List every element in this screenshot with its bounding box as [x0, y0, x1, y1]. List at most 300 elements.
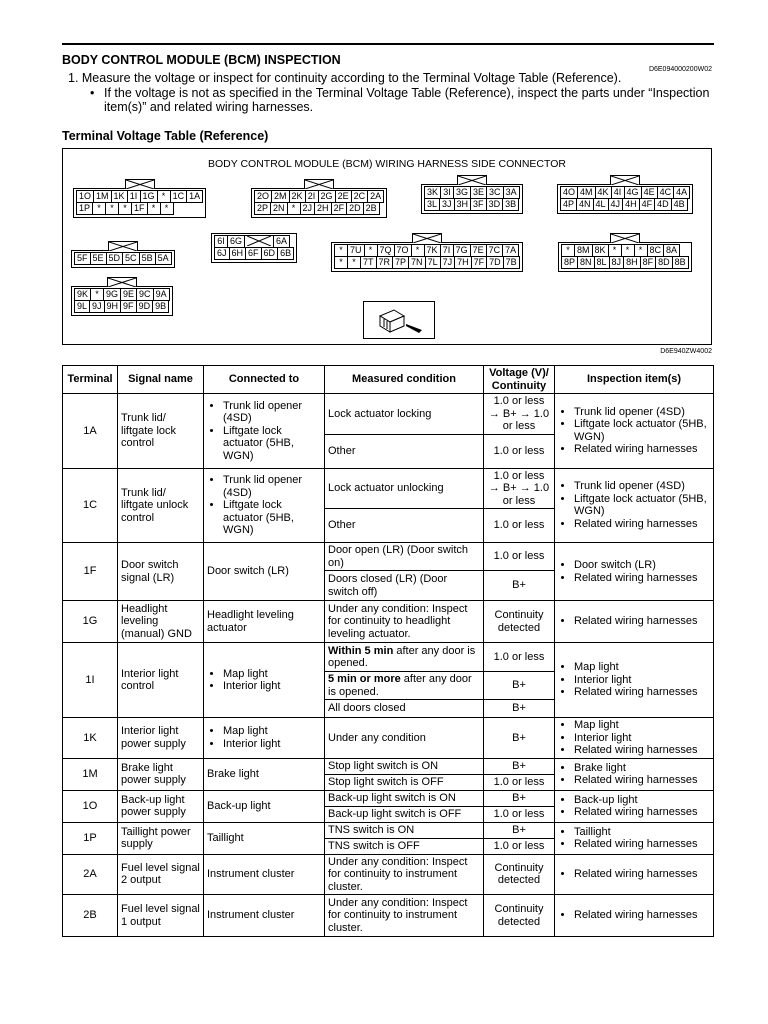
- pin-cell: 7H: [454, 256, 472, 269]
- measured-condition-cell: All doors closed: [325, 700, 484, 718]
- terminal-cell: 1I: [63, 643, 118, 718]
- pin-cell: *: [118, 202, 132, 215]
- terminal-cell: 1G: [63, 601, 118, 643]
- inspection-items-cell: [555, 718, 714, 759]
- list-item: • Back-up light: [574, 794, 710, 807]
- terminal-voltage-table: [62, 365, 714, 937]
- pin-cell: 1G: [140, 190, 158, 203]
- table-row: [63, 394, 714, 435]
- pin-cell: 7J: [440, 256, 456, 269]
- measured-condition-cell: TNS switch is OFF: [325, 838, 484, 854]
- measured-condition-cell: Back-up light switch is ON: [325, 790, 484, 806]
- connector-5: [71, 241, 175, 268]
- pin-cell: *: [334, 244, 348, 257]
- pin-cell: *: [160, 202, 174, 215]
- condition-text: after any door is opened.: [328, 673, 472, 698]
- connector-9: [71, 277, 173, 316]
- voltage-cell: 1.0 or less → B+ → 1.0 or less: [484, 468, 555, 509]
- connector-latch-icon: [610, 233, 640, 243]
- pin-cell: 7N: [408, 256, 426, 269]
- pin-cell: 4O: [560, 186, 578, 199]
- voltage-cell: B+: [484, 672, 555, 700]
- procedure-step: [68, 71, 718, 115]
- connector-diagram: [62, 148, 712, 345]
- signal-name-cell: Interior light control: [118, 643, 204, 718]
- pin-cell: 4D: [654, 198, 672, 211]
- voltage-cell: B+: [484, 758, 555, 774]
- pin-cell: 8F: [640, 256, 657, 269]
- pin-cell: 9B: [152, 300, 169, 313]
- connector-4: [557, 175, 693, 214]
- terminal-cell: 1C: [63, 468, 118, 543]
- step-bullet: • If the voltage is not as specified in the Terminal Voltage Table (Reference), inspect the parts under “Inspection item(s)” and related wiring harnesses.: [90, 86, 718, 115]
- table-row: [63, 854, 714, 895]
- inspection-list: [558, 868, 710, 881]
- pin-cell: 7C: [486, 244, 504, 257]
- terminal-cell: 2A: [63, 854, 118, 895]
- pin-cell: 9G: [103, 288, 121, 301]
- pin-cell: 1K: [111, 190, 128, 203]
- pin-cell: 4A: [673, 186, 690, 199]
- voltage-cell: B+: [484, 822, 555, 838]
- pin-cell: 5D: [106, 252, 124, 265]
- voltage-cell: B+: [484, 571, 555, 601]
- pin-cell: 6F: [245, 247, 262, 260]
- signal-name-cell: Brake light power supply: [118, 758, 204, 790]
- list-item: • Map light: [223, 668, 321, 681]
- measured-condition-cell: [325, 643, 484, 672]
- voltage-cell: 1.0 or less: [484, 838, 555, 854]
- pin-cell: 7E: [470, 244, 487, 257]
- connected-to-cell: Instrument cluster: [204, 854, 325, 895]
- signal-name-cell: Fuel level signal 2 output: [118, 854, 204, 895]
- inspection-items-cell: [555, 394, 714, 469]
- list-item: • Liftgate lock actuator (5HB, WGN): [223, 425, 321, 463]
- terminal-cell: 1F: [63, 543, 118, 601]
- table-row: [63, 718, 714, 759]
- table-row: [63, 822, 714, 838]
- pin-cell: 7R: [376, 256, 394, 269]
- pin-cell: 9A: [153, 288, 170, 301]
- pin-cell: 8A: [663, 244, 680, 257]
- header-terminal: Terminal: [63, 366, 118, 394]
- pin-cell: 8B: [672, 256, 689, 269]
- connected-to-cell: Brake light: [204, 758, 325, 790]
- connector-latch-icon: [304, 179, 334, 189]
- connected-to-cell: [204, 718, 325, 759]
- pin-cell: 6B: [277, 247, 294, 260]
- pin-cell: 2E: [335, 190, 352, 203]
- terminal-cell: 1M: [63, 758, 118, 790]
- pin-cell: 8P: [561, 256, 578, 269]
- pin-cell: 5F: [74, 252, 91, 265]
- pin-cell: 3A: [503, 186, 520, 199]
- connector-2: [251, 179, 387, 218]
- condition-emphasis: Within 5 min: [328, 644, 394, 657]
- voltage-cell: 1.0 or less: [484, 434, 555, 468]
- pin-cell: 4K: [595, 186, 612, 199]
- measured-condition-cell: Under any condition: Inspect for continuity to instrument cluster.: [325, 895, 484, 937]
- pin-cell: 5B: [139, 252, 156, 265]
- pin-cell: 8D: [655, 256, 673, 269]
- pin-cell: 8K: [592, 244, 609, 257]
- inspection-items-cell: [555, 543, 714, 601]
- measured-condition-cell: Stop light switch is ON: [325, 758, 484, 774]
- header-connected-to: Connected to: [204, 366, 325, 394]
- inspection-items-cell: [555, 895, 714, 937]
- pin-cell: 7T: [360, 256, 377, 269]
- pin-cell: 4I: [611, 186, 625, 199]
- connected-list: [207, 725, 321, 750]
- inspection-items-cell: [555, 854, 714, 895]
- table-row: [63, 643, 714, 672]
- header-measured-condition: Measured condition: [325, 366, 484, 394]
- measured-condition-cell: Under any condition: Inspect for continuity to instrument cluster.: [325, 854, 484, 895]
- pin-cell: 9K: [74, 288, 91, 301]
- pin-cell: 2G: [318, 190, 336, 203]
- inspection-items-cell: [555, 790, 714, 822]
- pin-cell: 9J: [89, 300, 105, 313]
- inspection-items-cell: [555, 758, 714, 790]
- pin-cell: 1P: [76, 202, 93, 215]
- pin-cell: 2J: [300, 202, 316, 215]
- connector-6: [211, 233, 297, 263]
- terminal-cell: 1O: [63, 790, 118, 822]
- pin-cell: 7F: [471, 256, 488, 269]
- measured-condition-cell: Lock actuator unlocking: [325, 468, 484, 509]
- pin-cell: 4C: [657, 186, 675, 199]
- pin-cell: 5C: [122, 252, 140, 265]
- voltage-cell: Continuity detected: [484, 854, 555, 895]
- doc-id: D6E094000200W02: [648, 66, 712, 73]
- pin-cell: 2F: [331, 202, 348, 215]
- pin-cell: 4L: [593, 198, 609, 211]
- header-inspection-items: Inspection item(s): [555, 366, 714, 394]
- signal-name-cell: Back-up light power supply: [118, 790, 204, 822]
- table-row: [63, 601, 714, 643]
- inspection-items-cell: [555, 822, 714, 854]
- pin-cell: 6G: [227, 235, 245, 248]
- pin-cell: 6D: [261, 247, 279, 260]
- connected-list: [207, 668, 321, 693]
- list-item: • Liftgate lock actuator (5HB, WGN): [574, 418, 710, 443]
- pin-cell: *: [347, 256, 361, 269]
- pin-cell: 3B: [502, 198, 519, 211]
- list-item: • Trunk lid opener (4SD): [223, 474, 321, 499]
- connected-to-cell: Headlight leveling actuator: [204, 601, 325, 643]
- inspection-list: [558, 909, 710, 922]
- connector-latch-icon: [125, 179, 155, 189]
- pin-cell: 3G: [453, 186, 471, 199]
- pin-cell: 6A: [273, 235, 290, 248]
- pin-cell: 1M: [93, 190, 112, 203]
- inspection-list: [558, 826, 710, 851]
- voltage-cell: B+: [484, 700, 555, 718]
- pin-cell: 2C: [351, 190, 369, 203]
- list-item: • Interior light: [574, 732, 710, 745]
- signal-name-cell: Taillight power supply: [118, 822, 204, 854]
- pin-cell: 8H: [623, 256, 641, 269]
- connector-latch-icon: [107, 277, 137, 287]
- pin-cell: 9D: [136, 300, 154, 313]
- measured-condition-cell: Other: [325, 434, 484, 468]
- voltage-cell: 1.0 or less: [484, 806, 555, 822]
- list-item: • Related wiring harnesses: [574, 518, 710, 531]
- pin-cell: 6J: [214, 247, 230, 260]
- connector-latch-icon: [457, 175, 487, 185]
- inspection-items-cell: [555, 643, 714, 718]
- terminal-cell: 1P: [63, 822, 118, 854]
- signal-name-cell: Fuel level signal 1 output: [118, 895, 204, 937]
- list-item: • Related wiring harnesses: [574, 615, 710, 628]
- pin-cell: 3J: [439, 198, 455, 211]
- pin-cell: *: [608, 244, 622, 257]
- pin-cell: 8L: [594, 256, 610, 269]
- measured-condition-cell: Back-up light switch is OFF: [325, 806, 484, 822]
- pin-cell: 8M: [574, 244, 593, 257]
- measured-condition-cell: Lock actuator locking: [325, 394, 484, 435]
- list-item: • Related wiring harnesses: [574, 774, 710, 787]
- figure-id: D6E940ZW4002: [660, 348, 712, 355]
- pin-cell: *: [634, 244, 648, 257]
- pin-cell: 8N: [577, 256, 595, 269]
- pin-cell: 1C: [170, 190, 188, 203]
- list-item: • Trunk lid opener (4SD): [223, 400, 321, 425]
- inspection-list: [558, 615, 710, 628]
- pin-cell: 4M: [577, 186, 596, 199]
- signal-name-cell: Door switch signal (LR): [118, 543, 204, 601]
- list-item: • Related wiring harnesses: [574, 868, 710, 881]
- list-item: • Trunk lid opener (4SD): [574, 480, 710, 493]
- connected-to-cell: [204, 394, 325, 469]
- step-text: 1. Measure the voltage or inspect for continuity according to the Terminal Voltage Table (Reference).: [68, 71, 622, 85]
- measured-condition-cell: Under any condition: Inspect for continuity to headlight leveling actuator.: [325, 601, 484, 643]
- measured-condition-cell: [325, 672, 484, 700]
- measured-condition-cell: Door open (LR) (Door switch on): [325, 543, 484, 571]
- pin-cell: 7D: [486, 256, 504, 269]
- voltage-cell: B+: [484, 790, 555, 806]
- pin-cell: 2B: [363, 202, 380, 215]
- inspection-items-cell: [555, 468, 714, 543]
- signal-name-cell: Interior light power supply: [118, 718, 204, 759]
- pin-cell: 8C: [647, 244, 665, 257]
- pin-cell: 4N: [576, 198, 594, 211]
- pin-cell: 4P: [560, 198, 577, 211]
- pin-cell: 3I: [440, 186, 454, 199]
- measured-condition-cell: Other: [325, 509, 484, 543]
- pin-cell: 3L: [424, 198, 440, 211]
- pin-cell: 7O: [394, 244, 412, 257]
- inspection-list: [558, 661, 710, 699]
- list-item: • Related wiring harnesses: [574, 443, 710, 456]
- pin-cell: 1F: [131, 202, 148, 215]
- pin-cell: 7I: [440, 244, 454, 257]
- diagram-title: BODY CONTROL MODULE (BCM) WIRING HARNESS SIDE CONNECTOR: [207, 158, 566, 170]
- pin-cell: *: [364, 244, 378, 257]
- condition-text: after any door is opened.: [328, 644, 476, 669]
- voltage-cell: B+: [484, 718, 555, 759]
- list-item: • Interior light: [223, 738, 321, 751]
- pin-cell: 2H: [314, 202, 332, 215]
- header-rule: [62, 43, 714, 45]
- connector-latch-icon: [108, 241, 138, 251]
- pin-cell: 1O: [76, 190, 94, 203]
- connected-to-cell: Taillight: [204, 822, 325, 854]
- pin-cell: 6H: [229, 247, 247, 260]
- list-item: • Related wiring harnesses: [574, 806, 710, 819]
- pin-cell: 4B: [671, 198, 688, 211]
- voltage-cell: Continuity detected: [484, 895, 555, 937]
- pin-cell: 7A: [502, 244, 519, 257]
- pin-cell: 7U: [347, 244, 365, 257]
- pin-cell: 6I: [214, 235, 228, 248]
- pin-cell: *: [287, 202, 301, 215]
- list-item: • Interior light: [574, 674, 710, 687]
- list-item: • Map light: [574, 719, 710, 732]
- pin-cell: 2N: [270, 202, 288, 215]
- pin-cell: 9C: [136, 288, 154, 301]
- pin-cell: 4E: [641, 186, 658, 199]
- table-row: [63, 758, 714, 774]
- list-item: • Related wiring harnesses: [574, 744, 710, 757]
- pin-cell: 1A: [186, 190, 203, 203]
- table-row: [63, 790, 714, 806]
- list-item: • Door switch (LR): [574, 559, 710, 572]
- table-row: [63, 543, 714, 571]
- pin-cell: 4F: [639, 198, 656, 211]
- pin-cell: 3F: [470, 198, 487, 211]
- list-item: • Brake light: [574, 762, 710, 775]
- inspection-list: [558, 719, 710, 757]
- connected-list: [207, 400, 321, 463]
- voltage-cell: 1.0 or less: [484, 509, 555, 543]
- pin-cell: 2A: [367, 190, 384, 203]
- pin-cell: 5A: [155, 252, 172, 265]
- voltage-cell: 1.0 or less: [484, 774, 555, 790]
- pin-cell: *: [411, 244, 425, 257]
- connected-to-cell: Instrument cluster: [204, 895, 325, 937]
- measured-condition-cell: TNS switch is ON: [325, 822, 484, 838]
- pin-cell: *: [105, 202, 119, 215]
- pin-cell: 9H: [104, 300, 122, 313]
- signal-name-cell: Headlight leveling (manual) GND: [118, 601, 204, 643]
- list-item: • Taillight: [574, 826, 710, 839]
- measured-condition-cell: Stop light switch is OFF: [325, 774, 484, 790]
- inspection-list: [558, 406, 710, 456]
- pin-cell: 3K: [424, 186, 441, 199]
- connected-to-cell: Back-up light: [204, 790, 325, 822]
- pin-cell: 3C: [486, 186, 504, 199]
- table-header-row: [63, 366, 714, 394]
- pin-cell: 2K: [289, 190, 306, 203]
- connected-to-cell: [204, 468, 325, 543]
- pin-cell: *: [334, 256, 348, 269]
- pin-cell: *: [92, 202, 106, 215]
- pin-cell: 2M: [271, 190, 290, 203]
- pin-cell: 7L: [425, 256, 441, 269]
- terminal-cell: 1A: [63, 394, 118, 469]
- pin-cell: 5E: [90, 252, 107, 265]
- table-title: Terminal Voltage Table (Reference): [62, 129, 269, 143]
- terminal-cell: 2B: [63, 895, 118, 937]
- pin-cell: 2O: [254, 190, 272, 203]
- inspection-list: [558, 762, 710, 787]
- pin-cell: *: [90, 288, 104, 301]
- inspection-list: [558, 480, 710, 530]
- pin-cell: 7K: [424, 244, 441, 257]
- pin-cell: 7G: [453, 244, 471, 257]
- pin-cell: 7Q: [377, 244, 395, 257]
- pin-cell: *: [157, 190, 171, 203]
- connected-list: [207, 474, 321, 537]
- list-item: • Related wiring harnesses: [574, 909, 710, 922]
- pin-cell: 9F: [120, 300, 137, 313]
- pin-cell: 8J: [609, 256, 625, 269]
- inspection-list: [558, 794, 710, 819]
- pin-cell: 4H: [622, 198, 640, 211]
- list-item: • Related wiring harnesses: [574, 686, 710, 699]
- condition-emphasis: 5 min or more: [328, 673, 401, 685]
- voltage-cell: 1.0 or less → B+ → 1.0 or less: [484, 394, 555, 435]
- pin-cell: 7B: [503, 256, 520, 269]
- connector-latch-icon: [412, 233, 442, 243]
- pin-cell: 3H: [454, 198, 472, 211]
- table-row: [63, 895, 714, 937]
- inspection-items-cell: [555, 601, 714, 643]
- connector-8: [558, 233, 692, 272]
- connector-7: [331, 233, 523, 272]
- pin-cell: 2I: [305, 190, 319, 203]
- list-item: • Liftgate lock actuator (5HB, WGN): [223, 499, 321, 537]
- connected-to-cell: Door switch (LR): [204, 543, 325, 601]
- list-item: • Interior light: [223, 680, 321, 693]
- list-item: • Related wiring harnesses: [574, 572, 710, 585]
- signal-name-cell: Trunk lid/ liftgate unlock control: [118, 468, 204, 543]
- pin-cell: 9L: [74, 300, 90, 313]
- pin-cell: *: [621, 244, 635, 257]
- connected-to-cell: [204, 643, 325, 718]
- pin-cell: *: [147, 202, 161, 215]
- pin-cell: 4J: [608, 198, 624, 211]
- header-signal-name: Signal name: [118, 366, 204, 394]
- connector-3: [421, 175, 523, 214]
- pin-cell: 9E: [120, 288, 137, 301]
- connector-1: [73, 179, 206, 218]
- table-row: [63, 468, 714, 509]
- terminal-cell: 1K: [63, 718, 118, 759]
- pin-cell: 2D: [346, 202, 364, 215]
- measured-condition-cell: Under any condition: [325, 718, 484, 759]
- pin-cell: 4G: [624, 186, 642, 199]
- pin-cell: 7P: [392, 256, 409, 269]
- list-item: • Related wiring harnesses: [574, 838, 710, 851]
- voltage-cell: 1.0 or less: [484, 643, 555, 672]
- list-item: • Map light: [223, 725, 321, 738]
- list-item: • Trunk lid opener (4SD): [574, 406, 710, 419]
- pin-cell: 1I: [127, 190, 141, 203]
- pin-cell: *: [561, 244, 575, 257]
- harness-connector-icon: [363, 301, 435, 339]
- voltage-cell: 1.0 or less: [484, 543, 555, 571]
- pin-cell: 2P: [254, 202, 271, 215]
- inspection-list: [558, 559, 710, 584]
- signal-name-cell: Trunk lid/ liftgate lock control: [118, 394, 204, 469]
- voltage-cell: Continuity detected: [484, 601, 555, 643]
- pin-cell: 3D: [486, 198, 504, 211]
- connector-latch-icon: [610, 175, 640, 185]
- list-item: • Map light: [574, 661, 710, 674]
- list-item: • Liftgate lock actuator (5HB, WGN): [574, 493, 710, 518]
